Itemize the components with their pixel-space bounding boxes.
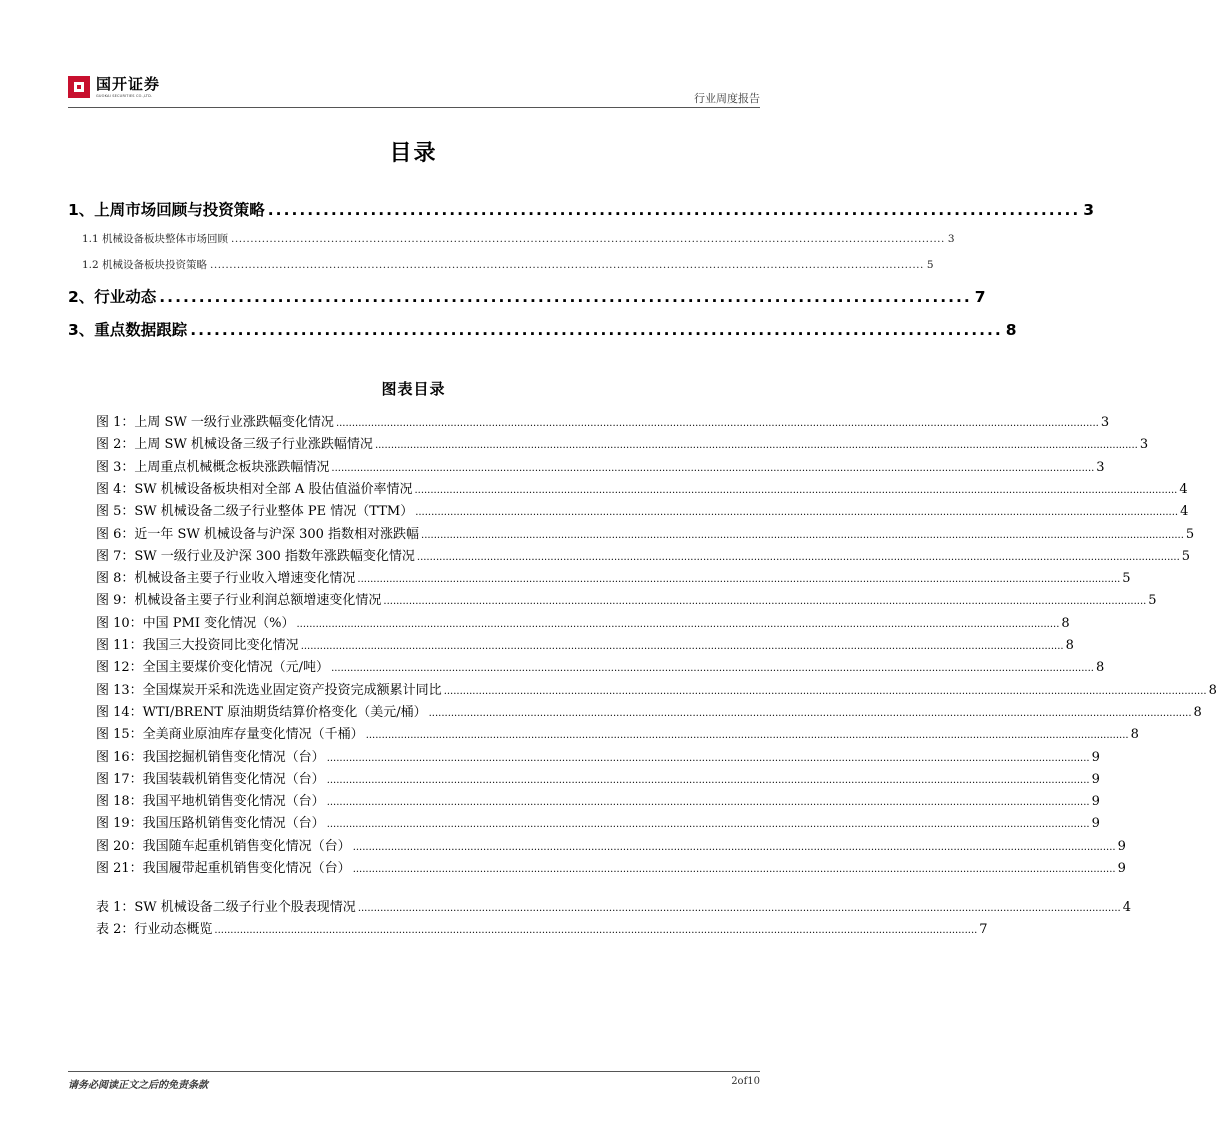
list-entry-label: 图 20：我国随车起重机销售变化情况（台） (96, 838, 351, 854)
leader-dots: ................................................................................................................................................................................................................................................ (326, 797, 1090, 809)
figure-entry-1[interactable] (96, 411, 1110, 430)
figure-entry-11[interactable] (96, 634, 1074, 653)
leader-dots: ................................................................................................................................................................................................................................................ (352, 841, 1116, 853)
figure-entry-13[interactable] (96, 679, 1217, 698)
list-entry-label: 图 3：上周重点机械概念板块涨跌幅情况 (96, 459, 330, 475)
list-entry-label: 图 13：全国煤炭开采和洗选业固定资产投资完成额累计同比 (96, 682, 442, 698)
toc-entry-page: 3 (1083, 201, 1095, 219)
toc-entry-label: 2、行业动态 (68, 288, 157, 306)
figure-entry-6[interactable] (96, 523, 1195, 542)
figure-entry-7[interactable] (96, 545, 1191, 564)
figure-entry-9[interactable] (96, 589, 1157, 609)
list-entry-label: 图 14：WTI/BRENT 原油期货结算价格变化（美元/桶） (96, 704, 427, 720)
leader-dots: ................................................................................................................................................................................................................................................ (421, 529, 1184, 541)
list-entry-page: 3 (1100, 415, 1110, 430)
header-divider (68, 107, 760, 108)
list-entry-page: 4 (1122, 900, 1131, 915)
table-entry-2[interactable] (96, 918, 988, 937)
figure-entry-4[interactable] (96, 478, 1188, 497)
toc-entry-1-2[interactable] (82, 257, 934, 272)
figure-entry-17[interactable] (96, 768, 1100, 787)
list-entry-page: 9 (1117, 838, 1126, 854)
company-logo (68, 76, 160, 102)
toc-entry-label: 1.2 机械设备板块投资策略 (82, 259, 208, 271)
list-entry-label: 图 11：我国三大投资同比变化情况 (96, 638, 299, 653)
report-type: 行业周度报告 (694, 92, 760, 105)
list-entry-label: 图 15：全美商业原油库存量变化情况（千桶） (96, 727, 364, 743)
list-entry-label: 表 1：SW 机械设备二级子行业个股表现情况 (96, 900, 356, 915)
list-entry-page: 8 (1130, 727, 1139, 743)
leader-dots: .......................................................................................................................................................................................... (231, 233, 945, 245)
disclaimer-note: 请务必阅读正文之后的免责条款 (68, 1080, 208, 1091)
leader-dots: ................................................................................................................................................................................................................................................ (374, 440, 1138, 452)
footer-divider (68, 1071, 760, 1072)
list-entry-page: 9 (1091, 749, 1100, 765)
list-entry-page: 9 (1091, 794, 1100, 810)
leader-dots: ....................................................................................................... (159, 288, 972, 306)
list-entry-label: 图 18：我国平地机销售变化情况（台） (96, 794, 325, 810)
figure-entry-3[interactable] (96, 456, 1105, 475)
leader-dots: ................................................................................................................................................................................................................................................ (383, 596, 1147, 608)
logo-name-cn: 国开证券 (96, 75, 161, 93)
leader-dots: ................................................................................................................................................................................................................................................ (415, 507, 1179, 519)
list-entry-label: 图 21：我国履带起重机销售变化情况（台） (96, 861, 351, 876)
list-entry-page: 4 (1180, 504, 1189, 520)
list-entry-label: 图 19：我国压路机销售变化情况（台） (96, 816, 325, 832)
leader-dots: ................................................................................................................................................................................................................................................ (416, 551, 1180, 563)
leader-dots: ................................................................................................................................................................................................................................................ (300, 641, 1064, 652)
list-entry-label: 图 9：机械设备主要子行业利润总额增速变化情况 (96, 593, 382, 609)
list-entry-label: 图 2：上周 SW 机械设备三级子行业涨跌幅情况 (96, 437, 373, 453)
leader-dots: ................................................................................................................................................................................................................................................ (414, 484, 1178, 496)
figure-entry-15[interactable] (96, 723, 1139, 743)
list-entry-page: 8 (1095, 660, 1105, 676)
page-indicator: 2of10 (731, 1076, 760, 1087)
list-entry-page: 8 (1193, 704, 1202, 720)
list-entry-label: 表 2：行业动态概览 (96, 922, 213, 937)
toc-entry-page: 3 (947, 233, 955, 245)
leader-dots: ................................................................................................................................................................................................................................................ (365, 730, 1129, 742)
list-entry-page: 8 (1208, 682, 1217, 698)
list-entry-page: 5 (1148, 593, 1157, 609)
list-entry-label: 图 6：近一年 SW 机械设备与沪深 300 指数相对涨跌幅 (96, 526, 420, 542)
list-entry-label: 图 5：SW 机械设备二级子行业整体 PE 情况（TTM） (96, 504, 414, 520)
toc-entry-1[interactable] (68, 198, 1095, 220)
leader-dots: ................................................................................................................................................................................................................................................ (326, 752, 1090, 764)
toc-entry-3[interactable] (68, 318, 1017, 340)
list-entry-label: 图 10：中国 PMI 变化情况（%） (96, 615, 295, 631)
figure-entry-21[interactable] (96, 857, 1126, 876)
table-entry-1[interactable] (96, 896, 1131, 915)
leader-dots: ................................................................................................................................................................................................................................................ (326, 819, 1090, 831)
list-entry-page: 5 (1185, 526, 1195, 542)
figure-entry-12[interactable] (96, 656, 1105, 676)
list-entry-page: 8 (1065, 638, 1074, 653)
figure-entry-14[interactable] (96, 701, 1202, 720)
figure-entry-16[interactable] (96, 746, 1100, 765)
toc-entry-label: 1.1 机械设备板块整体市场回顾 (82, 233, 229, 245)
logo-name-en: GUOKAI SECURITIES CO.,LTD. (96, 94, 153, 98)
list-entry-label: 图 12：全国主要煤价变化情况（元/吨） (96, 660, 330, 676)
leader-dots: ................................................................................................................................................................................................................................................ (296, 618, 1060, 630)
list-entry-page: 9 (1091, 816, 1100, 832)
figure-entry-20[interactable] (96, 835, 1126, 854)
leader-dots: ....................................................................................................... (190, 321, 1003, 339)
list-entry-page: 9 (1091, 771, 1100, 787)
leader-dots: ................................................................................................................................................................................................................................................ (428, 707, 1192, 719)
list-entry-label: 图 7：SW 一级行业及沪深 300 指数年涨跌幅变化情况 (96, 548, 415, 564)
list-entry-label: 图 16：我国挖掘机销售变化情况（台） (96, 749, 325, 765)
leader-dots: ................................................................................................................................................................................................................................................ (352, 864, 1116, 875)
list-entry-page: 9 (1117, 861, 1126, 876)
leader-dots: ................................................................................................................................................................................................................................................ (357, 574, 1121, 586)
list-entry-page: 7 (979, 922, 988, 937)
leader-dots: ................................................................................................................................................................................................................................................ (357, 903, 1121, 914)
list-entry-label: 图 17：我国装载机销售变化情况（台） (96, 771, 325, 787)
leader-dots: ................................................................................................................................................................................................................................................ (214, 925, 978, 936)
toc-entry-page: 5 (926, 259, 934, 271)
list-entry-page: 4 (1179, 481, 1188, 497)
figure-entry-19[interactable] (96, 812, 1100, 832)
toc-entry-page: 8 (1005, 321, 1017, 339)
list-entry-page: 5 (1181, 548, 1191, 564)
toc-entry-label: 3、重点数据跟踪 (68, 321, 188, 339)
page-header (68, 72, 760, 108)
leader-dots: ................................................................................................................................................................................................................................................ (331, 663, 1094, 675)
leader-dots: ................................................................................................................................................................................................................................................ (443, 685, 1207, 697)
list-entry-page: 5 (1122, 571, 1131, 587)
list-entry-page: 3 (1139, 437, 1149, 453)
list-entry-page: 8 (1061, 615, 1070, 631)
leader-dots: ....................................................................................................... (267, 201, 1081, 219)
toc-title: 目录 (389, 141, 438, 166)
leader-dots: ................................................................................................................................................................................................................................................ (331, 462, 1095, 474)
list-entry-label: 图 4：SW 机械设备板块相对全部 A 股估值溢价率情况 (96, 481, 413, 497)
list-entry-label: 图 1：上周 SW 一级行业涨跌幅变化情况 (96, 415, 334, 430)
logo-icon (68, 76, 90, 98)
toc-entry-label: 1、上周市场回顾与投资策略 (68, 201, 265, 219)
leader-dots: ................................................................................................................................................................................................................................................ (326, 774, 1090, 786)
list-entry-page: 3 (1096, 459, 1105, 475)
toc-entry-page: 7 (974, 288, 986, 306)
figure-entry-18[interactable] (96, 790, 1100, 810)
list-entry-label: 图 8：机械设备主要子行业收入增速变化情况 (96, 571, 356, 587)
figure-entry-5[interactable] (96, 500, 1189, 520)
leader-dots: .......................................................................................................................................................................................... (210, 259, 924, 271)
leader-dots: ................................................................................................................................................................................................................................................ (335, 418, 1099, 429)
figure-entry-10[interactable] (96, 612, 1070, 631)
figure-entry-8[interactable] (96, 567, 1131, 587)
figure-entry-2[interactable] (96, 433, 1149, 453)
figures-list-title: 图表目录 (381, 380, 446, 398)
toc-entry-2[interactable] (68, 285, 986, 307)
toc-entry-1-1[interactable] (82, 231, 955, 246)
